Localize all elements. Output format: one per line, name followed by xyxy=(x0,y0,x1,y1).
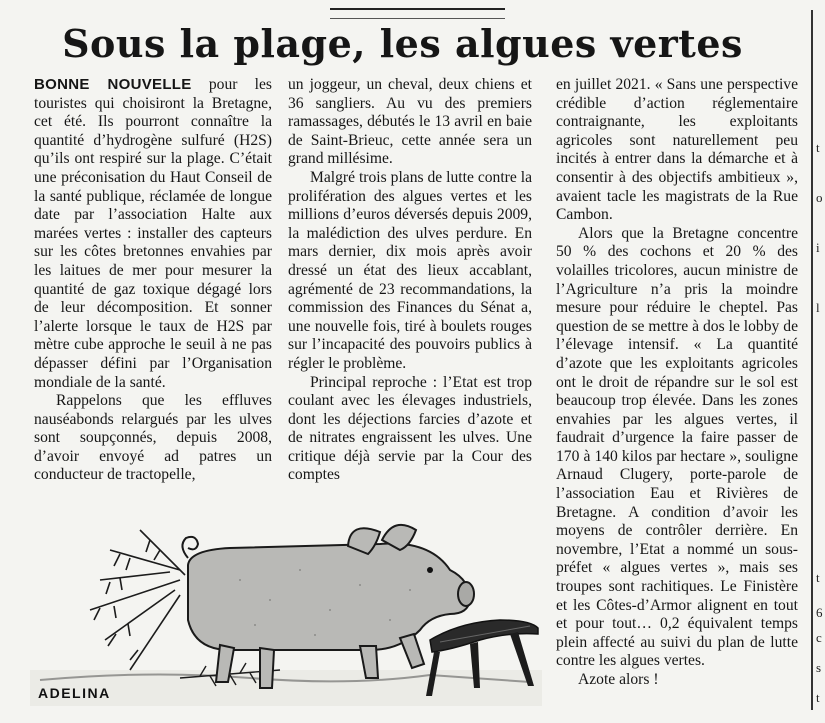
edge-letter: s xyxy=(816,660,822,675)
edge-letter: 6 xyxy=(816,605,823,620)
pig-eye-icon xyxy=(427,567,433,573)
lead-in: BONNE NOUVELLE xyxy=(34,76,192,93)
seaweed-tail-icon xyxy=(90,530,185,670)
paragraph-5: Principal reproche : l’Etat est trop coulant avec les élevages industriels, dont les déjections farcies d’azote et de nitrates engraissent les ulves. Une critique déjà servie par la Cour des comptes xyxy=(288,373,532,484)
pig-body-icon xyxy=(188,544,470,650)
headline: Sous la plage, les algues vertes xyxy=(62,21,743,66)
top-decorative-rule xyxy=(330,8,505,19)
article-column-2 xyxy=(288,76,532,485)
edge-letter: l xyxy=(816,300,820,315)
edge-letter: t xyxy=(816,140,820,155)
article-column-3 xyxy=(556,76,798,690)
adjacent-column-edge xyxy=(808,10,825,710)
cartoonist-signature: ADELINA xyxy=(38,685,111,701)
pig-snout-icon xyxy=(458,582,474,606)
paragraph-7: Alors que la Bretagne concentre 50 % des cochons et 20 % des volailles tricolores, aucun ministre de l’Agriculture n’a pris la moindre mesure pour réduire le cheptel. Pas question de se mettre à dos le lobby de l’élevage intensif. « La quantité d’azote que les exploitants agricoles ont le droit de répandre sur le sol est beaucoup trop élevée. Dans les zones envahies par les algues vertes, il faudrait d’urgence la faire passer de 170 à 140 kilos par hectare », souligne Arnaud Clugery, porte-parole de l’association Eau et Rivières de Bretagne. A condition d’avoir les moyens de contrôler derrière. En novembre, l’Etat a nommé un sous-préfet « algues vertes », mais ses troupes sont rachitiques. Le Finistère et les Côtes-d’Armor alignent en tout et pour tout… 0,2 équivalent temps plein affecté au suivi du plan de lutte contre les algues vertes. xyxy=(556,224,798,670)
edge-letter: t xyxy=(816,570,820,585)
paragraph-1-text: pour les touristes qui choisiront la Bretagne, cet été. Ils pourront connaître la quantité d’hydrogène sulfuré (H2S) qu’ils ont respiré sur la plage. C’était une préconisation du Haut Conseil de la santé publique, réclamée de longue date par l’association Halte aux marées vertes : installer des capteurs sur les côtes bretonnes envahies par les laitues de mer pour mesurer la quantité de gaz toxique dégagé lors de leur décomposition. Et sonner l’alerte lorsque le taux de H2S par mètre cube approche le seuil à ne pas dépasser défini par l’Organisation mondiale de la santé. xyxy=(34,76,273,391)
paragraph-1 xyxy=(34,76,272,392)
article-column-1 xyxy=(34,76,272,485)
edge-letter: i xyxy=(816,240,820,255)
edge-letter: o xyxy=(816,190,823,205)
paragraph-6: en juillet 2021. « Sans une perspective crédible d’action réglementaire contraignante, les exploitants agricoles sont naturellement peu incités à entrer dans la démarche et à consentir à des objectifs ambitieux », avaient tacle les magistrats de la Rue Cambon. xyxy=(556,76,798,224)
paragraph-2: Rappelons que les effluves nauséabonds relargués par les ulves sont soupçonnés, depuis 2008, d’avoir envoyé ad patres un conducteur de tractopelle, xyxy=(34,392,272,484)
paragraph-3: un joggeur, un cheval, deux chiens et 36 sangliers. Au vu des premiers ramassages, débutés le 13 avril en baie de Saint-Brieuc, cette année sera un grand millésime. xyxy=(288,76,532,168)
closing-line: Azote alors ! xyxy=(578,671,659,688)
edge-letter: c xyxy=(816,630,822,645)
paragraph-4: Malgré trois plans de lutte contre la prolifération des algues vertes et les millions d’euros déversés depuis 2009, la malédiction des ulves perdure. En mars dernier, dix mois après avoir dressé un état des lieux accablant, agrémenté de 23 recommandations, la commission des Finances du Sénat a, une nouvelle fois, tiré à boulets rouges sur l’incapacité des pouvoirs publics à régler le problème. xyxy=(288,168,532,372)
pig-cartoon-illustration xyxy=(30,510,542,706)
edge-letter: t xyxy=(816,690,820,705)
